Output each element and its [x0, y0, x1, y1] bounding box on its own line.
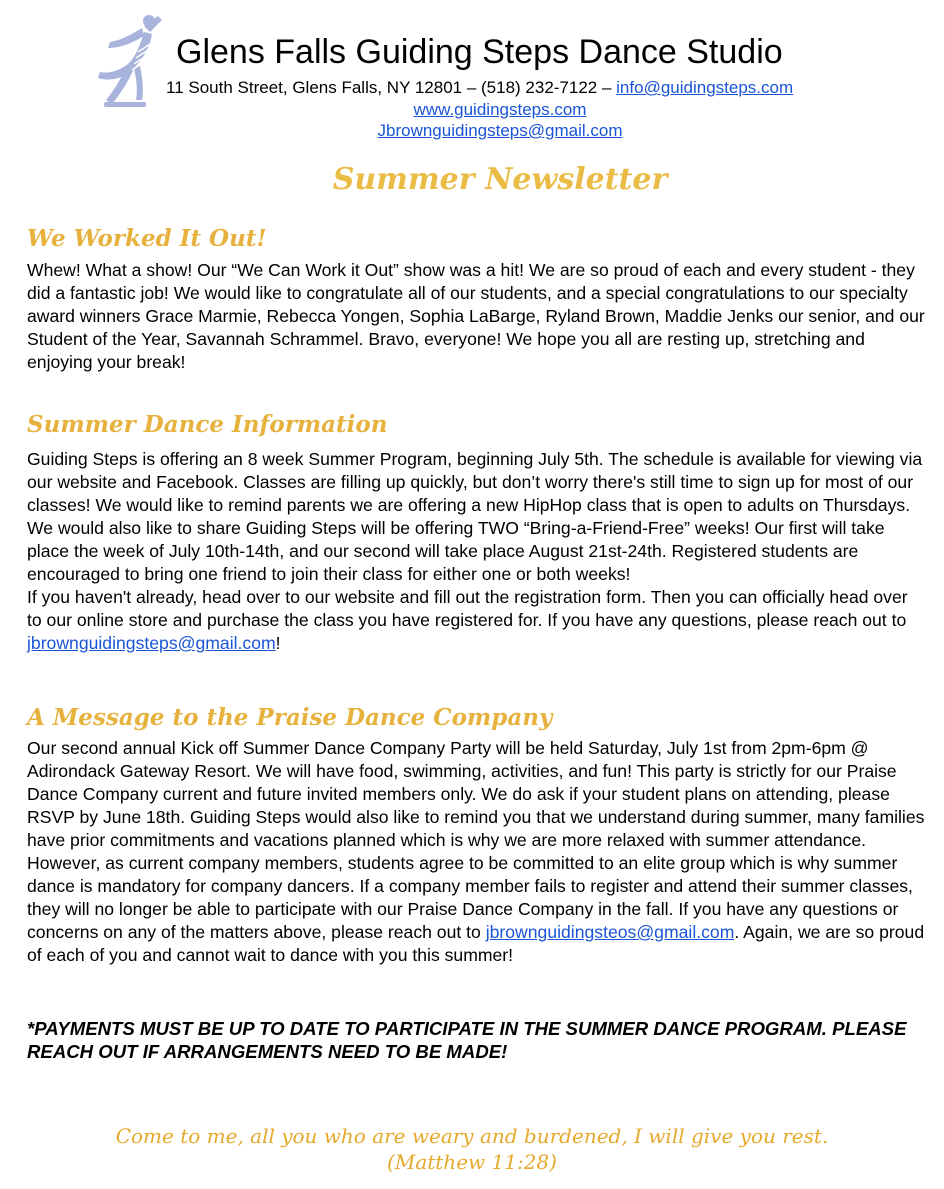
paragraph-text: Our second annual Kick off Summer Dance Company Party will be held Saturday, July 1st from 2pm-6pm @ Adirondack Gateway Resort. We will have food, swimming, activities, and fun! This party is strictly for our Praise Dance Company current and future invited members only. We do ask if your student plans on attending, please RSVP by June 18th. Guiding Steps would also like to remind you that we understand during summer, many families have prior commitments and vacations planned which is why we are more relaxed with summer attendance. However, as current company members, students agree to be committed to an elite group which is why summer dance is mandatory for company dancers. If a company member fails to register and attend their summer classes, they will no longer be able to participate with our Praise Dance Company in the fall. If you have any questions or concerns on any of the matters above, please reach out to — [27, 738, 925, 942]
email-line — [0, 121, 944, 141]
section-body-summer-dance — [27, 448, 927, 655]
jbrown-email-link[interactable]: Jbrownguidingsteps@gmail.com — [377, 121, 623, 140]
section-heading-summer-dance: Summer Dance Information — [27, 411, 388, 438]
address-text: 11 South Street, Glens Falls, NY 12801 – (518) 232-7122 – — [166, 78, 617, 97]
paragraph-text: If you haven't already, head over to our website and fill out the registration form. Then you can officially head over to our online store and purchase the class you have registered for. If you have any questions, please reach out to — [27, 587, 908, 630]
verse-text: Come to me, all you who are weary and burdened, I will give you rest. — [115, 1124, 829, 1148]
paragraph: Whew! What a show! Our “We Can Work it Out” show was a hit! We are so proud of each and every student - they did a fantastic job! We would like to congratulate all of our students, and a special congratulations to our specialty award winners Grace Marmie, Rebecca Yongen, Sophia LaBarge, Ryland Brown, Maddie Jenks our senior, and our Student of the Year, Savannah Schrammel. Bravo, everyone! We hope you all are resting up, stretching and enjoying your break! — [27, 260, 925, 372]
section-heading-worked-it-out: We Worked It Out! — [27, 225, 267, 252]
paragraph — [27, 586, 927, 655]
studio-name: Glens Falls Guiding Steps Dance Studio — [176, 33, 783, 71]
section-heading-praise-dance: A Message to the Praise Dance Company — [27, 704, 553, 731]
info-email-link[interactable]: info@guidingsteps.com — [616, 78, 794, 97]
payment-notice: *PAYMENTS MUST BE UP TO DATE TO PARTICIPATE IN THE SUMMER DANCE PROGRAM. PLEASE REACH OUT IF ARRANGEMENTS NEED TO BE MADE! — [27, 1018, 907, 1062]
website-line — [0, 100, 944, 120]
dancer-logo-icon — [92, 12, 170, 112]
jbrown-email-link[interactable]: jbrownguidingsteps@gmail.com — [27, 633, 276, 653]
paragraph-end: . Again, we are so proud of each of you and cannot wait to dance with you this summer! — [27, 922, 925, 965]
newsletter-title: Summer Newsletter — [332, 162, 668, 197]
studio-address — [166, 78, 793, 98]
jbrown-email-link[interactable]: jbrownguidingsteos@gmail.com — [485, 922, 735, 942]
paragraph: Guiding Steps is offering an 8 week Summer Program, beginning July 5th. The schedule is available for viewing via our website and Facebook. Classes are filling up quickly, but don’t worry there's still time to sign up for most of our classes! We would like to remind parents we are offering a new HipHop class that is open to adults on Thursdays. We would also like to share Guiding Steps will be offering TWO “Bring-a-Friend-Free” weeks! Our first will take place the week of July 10th-14th, and our second will take place August 21st-24th. Registered students are encouraged to bring one friend to join their class for either one or both weeks! — [27, 449, 923, 584]
paragraph-end: ! — [275, 633, 281, 653]
section-body-praise-dance — [27, 737, 927, 967]
verse-reference: (Matthew 11:28) — [387, 1150, 557, 1174]
paragraph — [27, 737, 927, 967]
website-link[interactable]: www.guidingsteps.com — [413, 100, 587, 119]
section-body-worked-it-out — [27, 259, 927, 374]
